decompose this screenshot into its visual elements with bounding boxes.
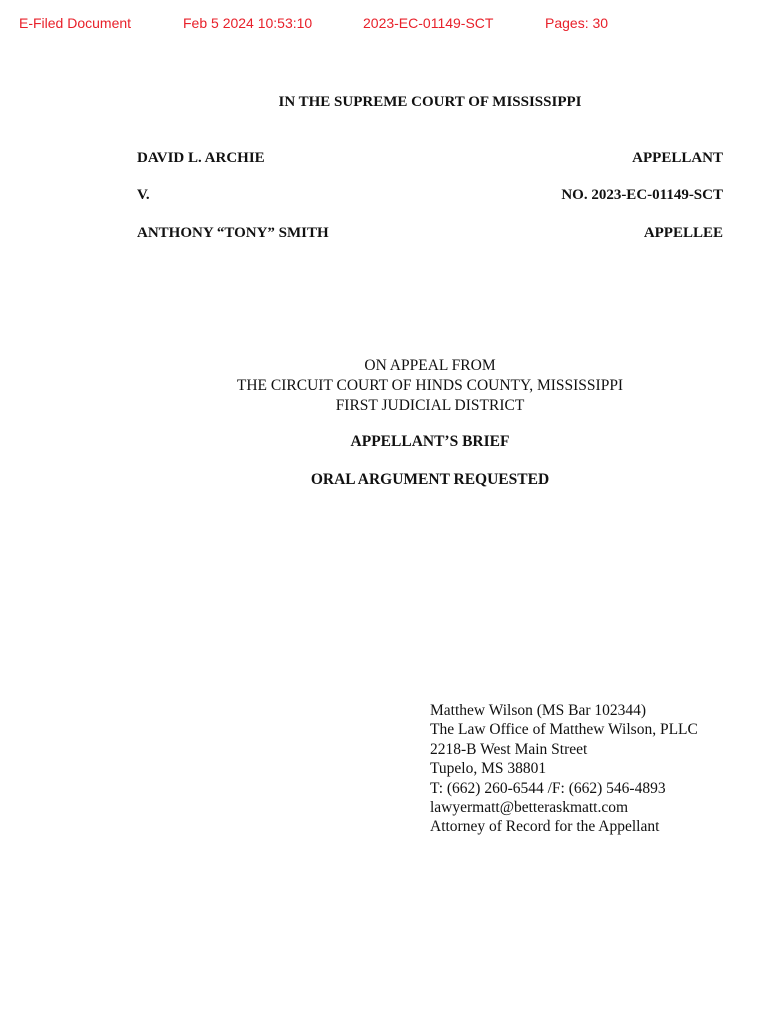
versus-label: V. [137,187,150,203]
signature-block [430,701,698,837]
brief-title: APPELLANT’S BRIEF [350,433,510,450]
street-address: 2218-B West Main Street [430,740,588,758]
caption-row-versus [137,187,723,207]
caption-row-appellee [137,225,723,245]
email-address: lawyermatt@betteraskmatt.com [430,799,629,817]
appeal-line-2: THE CIRCUIT COURT OF HINDS COUNTY, MISSISSIPPI [236,377,624,394]
appellee-role: APPELLEE [643,225,723,241]
city-state-zip: Tupelo, MS 38801 [430,760,547,778]
attorney-name: Matthew Wilson (MS Bar 102344) [430,702,647,719]
page-count: Pages: 30 [545,15,609,31]
appellee-name: ANTHONY “TONY” SMITH [137,225,329,241]
phone-fax: T: (662) 260-6544 /F: (662) 546-4893 [430,779,666,797]
appeal-line-1: ON APPEAL FROM [364,357,496,374]
docket-number: NO. 2023-EC-01149-SCT [561,187,723,203]
attorney-role: Attorney of Record for the Appellant [430,818,660,836]
caption-row-appellant [137,150,723,170]
oral-argument-request: ORAL ARGUMENT REQUESTED [310,471,550,488]
case-number-stamp: 2023-EC-01149-SCT [363,15,494,31]
law-office: The Law Office of Matthew Wilson, PLLC [430,721,698,739]
appellant-name: DAVID L. ARCHIE [137,150,265,166]
filing-date: Feb 5 2024 10:53:10 [183,15,313,31]
appeal-line-3: FIRST JUDICIAL DISTRICT [335,397,525,414]
efiled-label: E-Filed Document [19,15,132,31]
appeal-origin [0,356,768,416]
court-title: IN THE SUPREME COURT OF MISSISSIPPI [278,94,582,110]
appellant-role: APPELLANT [632,150,723,166]
